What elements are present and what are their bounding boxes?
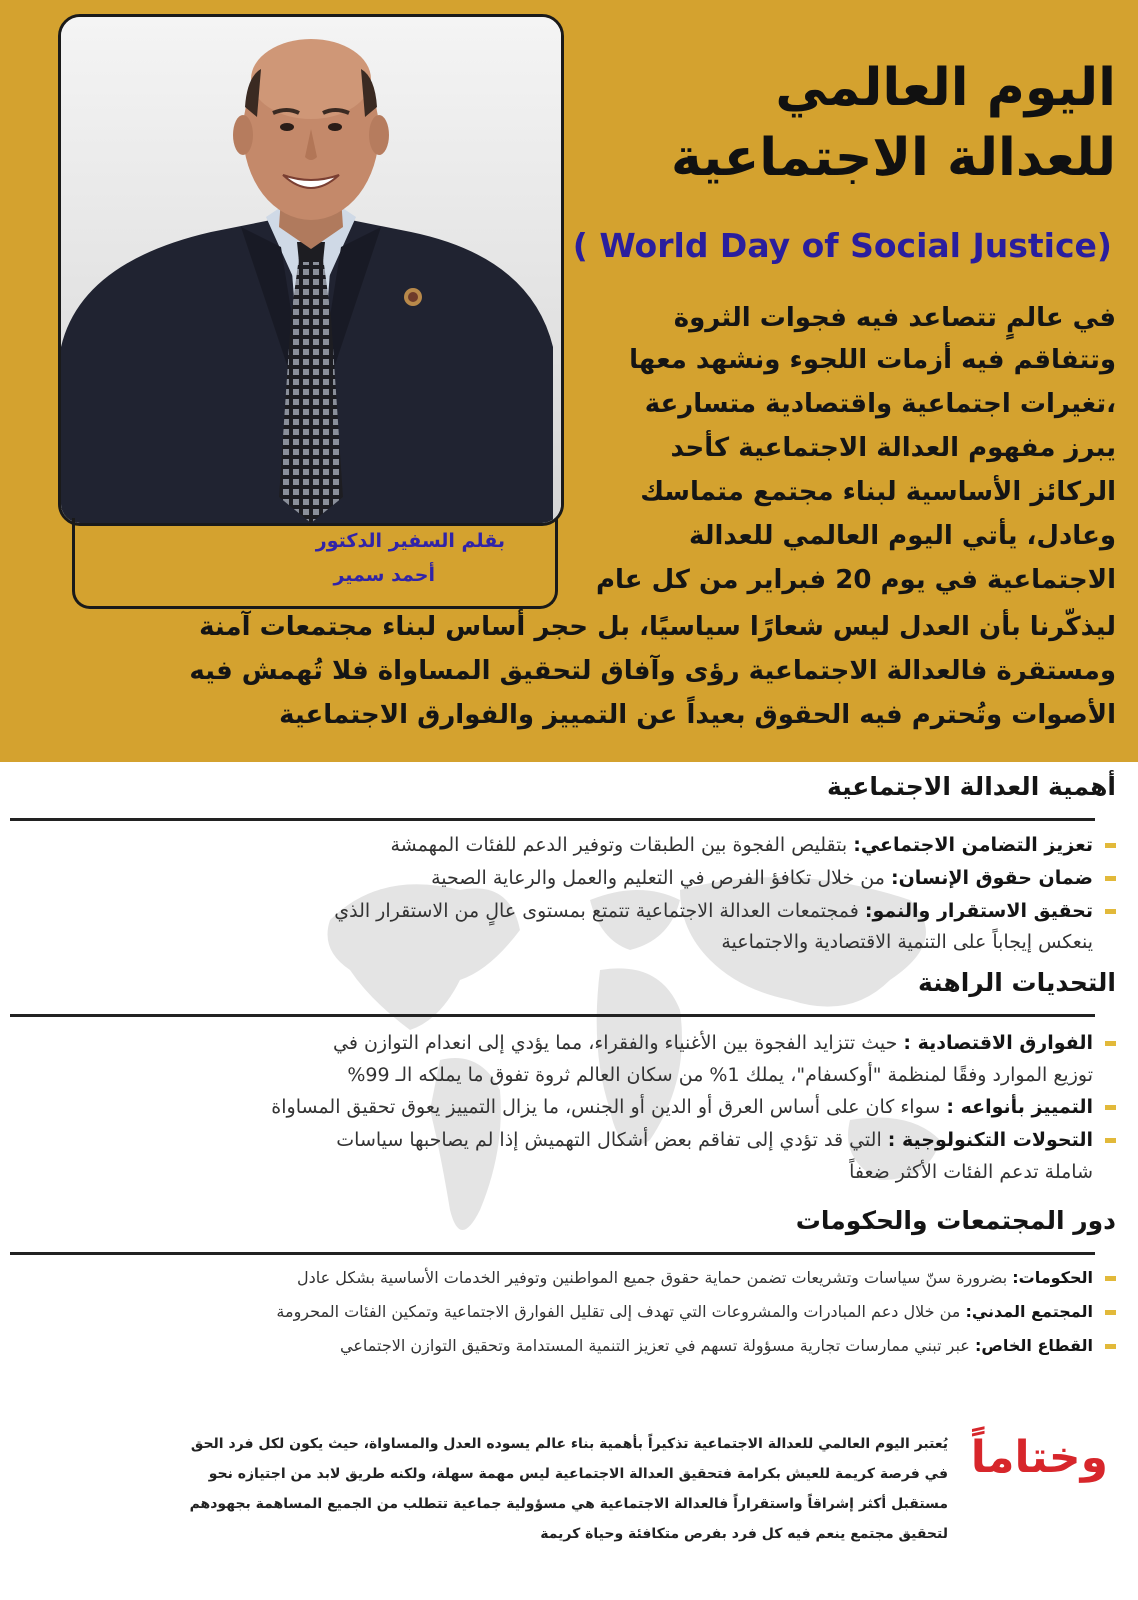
list-item: ضمان حقوق الإنسان: من خلال تكافؤ الفرص في التعليم والعمل والرعاية الصحية [431, 867, 1116, 889]
intro-line: وتتفاقم فيه أزمات اللجوء ونشهد معها [629, 345, 1116, 375]
list-item: تعزيز التضامن الاجتماعي: بتقليص الفجوة بين الطبقات وتوفير الدعم للفئات المهمشة [390, 834, 1116, 856]
intro-line: ،تغيرات اجتماعية واقتصادية متسارعة [644, 389, 1116, 419]
author-portrait-illustration [61, 17, 561, 523]
bullet-mark [1105, 1138, 1116, 1143]
intro-line: في عالمٍ تتصاعد فيه فجوات الثروة [673, 303, 1116, 333]
closing-line: مستقبل أكثر إشراقاً واستقراراً فالعدالة الاجتماعية هي مسؤولية جماعية تتطلب من الجميع المساهمة بجهودهم [189, 1496, 948, 1512]
section-roles-title: دور المجتمعات والحكومات [795, 1206, 1116, 1235]
page-title: اليوم العالمي [775, 58, 1116, 118]
bullet-mark [1105, 1344, 1116, 1349]
list-item: الفوارق الاقتصادية : حيث تتزايد الفجوة بين الأغنياء والفقراء، مما يؤدي إلى انعدام التوازن في [333, 1032, 1116, 1054]
author-photo [58, 14, 564, 526]
list-item-continuation: شاملة تدعم الفئات الأكثر ضعفاً [849, 1161, 1093, 1183]
section-divider [10, 1014, 1095, 1017]
list-item: المجتمع المدني: من خلال دعم المبادرات والمشروعات التي تهدف إلى تقليل الفوارق الاجتماعية وتمكين الفئات المحرومة [276, 1302, 1116, 1321]
intro-line: الاجتماعية في يوم 20 فبراير من كل عام [595, 565, 1116, 595]
intro-line: الركائز الأساسية لبناء مجتمع متماسك [640, 477, 1116, 507]
section-importance-title: أهمية العدالة الاجتماعية [826, 772, 1116, 801]
author-caption [72, 518, 558, 609]
list-item: الحكومات: بضرورة سنّ سياسات وتشريعات تضمن حماية حقوق جميع المواطنين وتوفير الخدمات الأساسية بشكل عادل [297, 1268, 1116, 1287]
intro-line: يبرز مفهوم العدالة الاجتماعية كأحد [670, 433, 1116, 463]
bullet-mark [1105, 1276, 1116, 1281]
intro-wide-line: ليذكّرنا بأن العدل ليس شعارًا سياسيًا، بل حجر أساس لبناء مجتمعات آمنة [199, 612, 1116, 642]
closing-line: لتحقيق مجتمع ينعم فيه كل فرد بفرص متكافئة وحياة كريمة [540, 1526, 948, 1542]
bullet-mark [1105, 909, 1116, 914]
list-item-continuation: توزيع الموارد وفقًا لمنظمة "أوكسفام"، يملك 1% من سكان العالم ثروة تفوق ما يملكه الـ 99% [347, 1064, 1093, 1086]
bullet-mark [1105, 1041, 1116, 1046]
list-item: التحولات التكنولوجية : التي قد تؤدي إلى تفاقم بعض أشكال التهميش إذا لم يصاحبها سياسات [336, 1129, 1116, 1151]
bullet-mark [1105, 876, 1116, 881]
list-item-continuation: ينعكس إيجاباً على التنمية الاقتصادية والاجتماعية [721, 931, 1093, 953]
intro-wide-line: الأصوات وتُحترم فيه الحقوق بعيداً عن التمييز والفوارق الاجتماعية [279, 700, 1116, 730]
author-name: أحمد سمير [333, 564, 435, 586]
intro-wide-line: ومستقرة فالعدالة الاجتماعية رؤى وآفاق لتحقيق المساواة فلا تُهمش فيه [189, 656, 1116, 686]
page-title-english: ( World Day of Social Justice) [572, 226, 1112, 265]
bullet-mark [1105, 1310, 1116, 1315]
author-title: بقلم السفير الدكتور [315, 530, 505, 552]
intro-line: وعادل، يأتي اليوم العالمي للعدالة [688, 521, 1116, 551]
closing-heading: وختاماً [970, 1432, 1108, 1483]
closing-line: في فرصة كريمة للعيش بكرامة فتحقيق العدالة الاجتماعية ليس مهمة سهلة، ولكنه طريق لابد من اجتيازه نحو [208, 1466, 948, 1482]
page-title-line2: للعدالة الاجتماعية [670, 128, 1116, 188]
section-divider [10, 1252, 1095, 1255]
list-item: التمييز بأنواعه : سواء كان على أساس العرق أو الدين أو الجنس، ما يزال التمييز يعوق تحقيق المساواة [271, 1096, 1116, 1118]
bullet-mark [1105, 1105, 1116, 1110]
bullet-mark [1105, 843, 1116, 848]
list-item: القطاع الخاص: عبر تبني ممارسات تجارية مسؤولة تسهم في تعزيز التنمية المستدامة وتحقيق التوازن الاجتماعي [340, 1336, 1116, 1355]
closing-line: يُعتبر اليوم العالمي للعدالة الاجتماعية تذكيراً بأهمية بناء عالم يسوده العدل والمساواة، حيث يكون لكل فرد الحق [190, 1436, 948, 1452]
list-item: تحقيق الاستقرار والنمو: فمجتمعات العدالة الاجتماعية تتمتع بمستوى عالٍ من الاستقرار الذي [334, 900, 1116, 922]
section-challenges-title: التحديات الراهنة [918, 968, 1116, 997]
section-divider [10, 818, 1095, 821]
